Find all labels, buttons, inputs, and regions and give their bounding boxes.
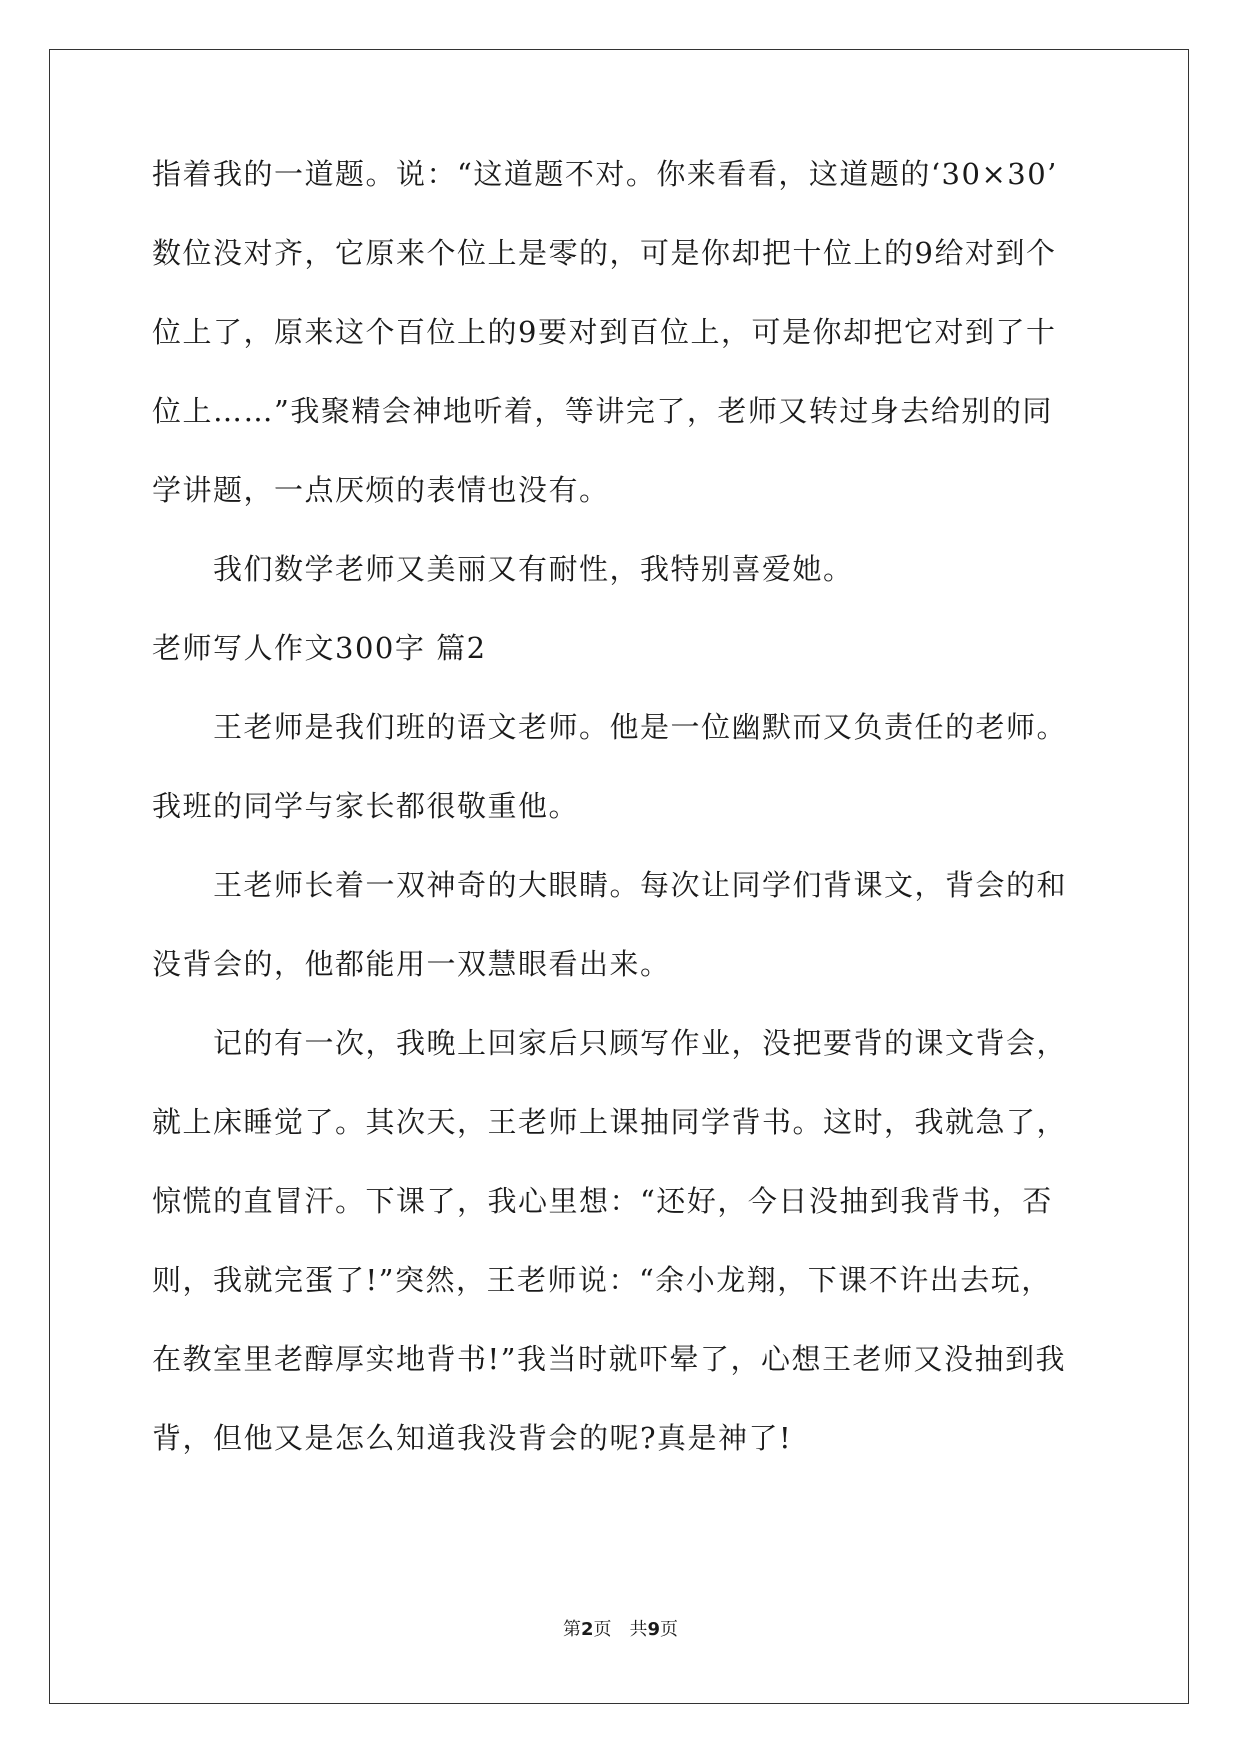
text-line-11: 没背会的，他都能用一双慧眼看出来。 [152,947,671,981]
text-line-3: 位上了，原来这个百位上的9要对到百位上，可是你却把它对到了十 [152,315,1057,349]
text-line-1: 指着我的一道题。说：“这道题不对。你来看看，这道题的‘30×30’ [152,157,1058,191]
text-line-6: 我们数学老师又美丽又有耐性，我特别喜爱她。 [152,552,854,586]
text-line-17: 背，但他又是怎么知道我没背会的呢?真是神了! [152,1421,793,1455]
footer-prefix: 第 [562,1619,581,1640]
footer-suffix: 页 [660,1619,679,1640]
text-line-8: 王老师是我们班的语文老师。他是一位幽默而又负责任的老师。 [152,710,1068,744]
text-line-12: 记的有一次，我晚上回家后只顾写作业，没把要背的课文背会， [152,1026,1068,1060]
total-page-count: 9 [647,1619,661,1640]
current-page-number: 2 [580,1619,594,1640]
text-line-9: 我班的同学与家长都很敬重他。 [152,789,580,823]
page-footer [0,1618,1241,1642]
section-heading: 老师写人作文300字 篇2 [152,631,487,665]
text-line-10: 王老师长着一双神奇的大眼睛。每次让同学们背课文，背会的和 [152,868,1068,902]
text-line-5: 学讲题，一点厌烦的表情也没有。 [152,473,610,507]
text-line-4: 位上……”我聚精会神地听着，等讲完了，老师又转过身去给别的同 [152,394,1053,428]
footer-mid: 页 共 [593,1619,648,1640]
text-line-13: 就上床睡觉了。其次天，王老师上课抽同学背书。这时，我就急了， [152,1105,1068,1139]
text-line-14: 惊慌的直冒汗。下课了，我心里想：“还好，今日没抽到我背书，否 [152,1184,1053,1218]
text-line-2: 数位没对齐，它原来个位上是零的，可是你却把十位上的9给对到个 [152,236,1057,270]
text-line-16: 在教室里老醇厚实地背书!”我当时就吓晕了，心想王老师又没抽到我 [152,1342,1066,1376]
text-line-15: 则，我就完蛋了!”突然，王老师说：“余小龙翔，下课不许出去玩， [152,1263,1052,1297]
